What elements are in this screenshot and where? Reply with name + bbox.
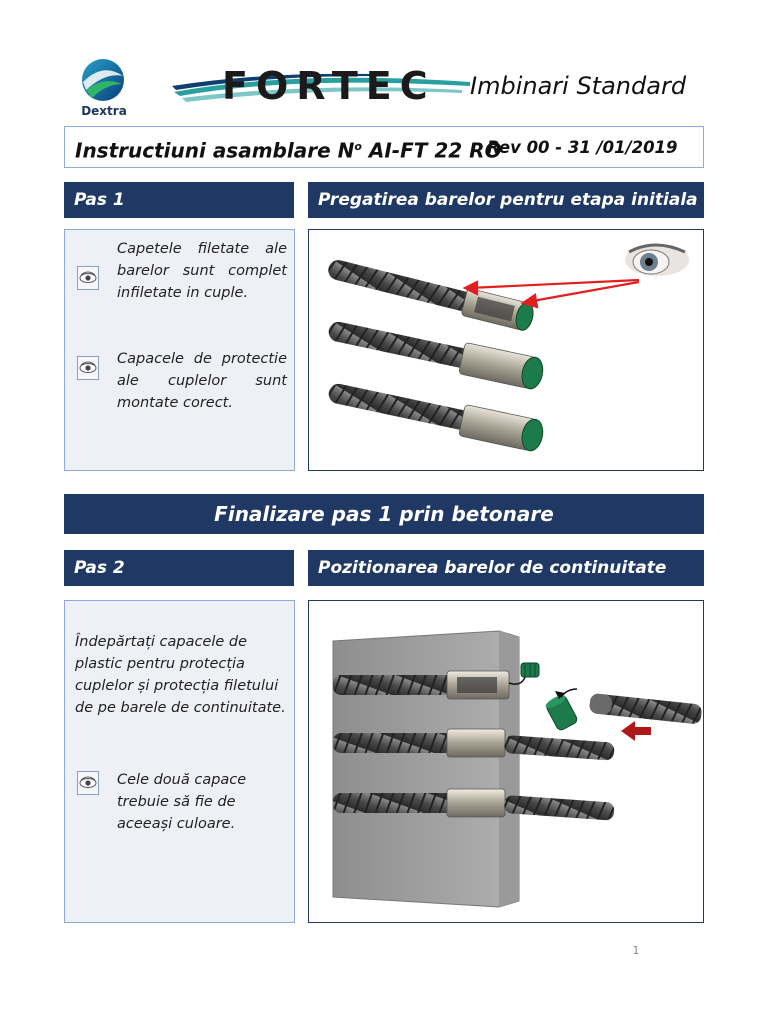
note-line: ale cuplelor sunt <box>117 373 287 389</box>
header-subtitle: Imbinari Standard <box>470 72 687 100</box>
note-line: Cele două capace <box>117 772 247 788</box>
step1-heading: Pregatirea barelor pentru etapa initiala <box>308 182 704 218</box>
note-line: trebuie să fie de <box>117 794 236 810</box>
step1-note-2 <box>117 348 287 414</box>
eye-icon <box>77 356 99 380</box>
finalize-banner: Finalizare pas 1 prin betonare <box>64 494 704 534</box>
revision-date: Rev 00 - 31 /01/2019 <box>487 138 678 157</box>
green-cap <box>544 693 578 732</box>
step2-heading: Pozitionarea barelor de continuitate <box>308 550 704 586</box>
step2-illustration <box>308 600 704 923</box>
embedded-bar-1 <box>333 671 509 699</box>
instruction-line: Îndepărtați capacele de <box>75 634 248 650</box>
logo-text: Dextra <box>81 104 127 118</box>
instruction-line: plastic pentru protecția <box>75 656 245 672</box>
dextra-logo <box>74 56 132 122</box>
step2-notes-panel <box>64 600 295 923</box>
note-line: infiletate in cuple. <box>117 285 249 301</box>
concrete-wall-illustration <box>309 601 702 921</box>
step2-note <box>117 769 287 835</box>
step1-illustration <box>308 229 704 471</box>
red-push-arrow <box>621 721 651 741</box>
instruction-line: cuplelor și protecția filetului <box>75 678 279 694</box>
page-number: 1 <box>632 944 640 957</box>
step2-label: Pas 2 <box>64 550 294 586</box>
eye-graphic <box>625 244 689 276</box>
brand-name: FORTEC <box>222 64 436 108</box>
note-line: Capetele filetate ale <box>117 241 287 257</box>
title-superscript: o <box>354 140 362 153</box>
document-title-box <box>64 126 704 168</box>
continuity-bar <box>589 693 702 725</box>
note-line: Capacele de protectie <box>117 351 287 367</box>
step1-notes-panel <box>64 229 295 471</box>
step1-label: Pas 1 <box>64 182 294 218</box>
instruction-line: de pe barele de continuitate. <box>75 700 286 716</box>
eye-icon <box>77 771 99 795</box>
green-plug <box>521 663 539 677</box>
rebar-1 <box>325 254 536 332</box>
note-line: aceeași culoare. <box>117 816 236 832</box>
document-title <box>75 133 502 165</box>
rebar-coupler-illustration <box>309 230 702 469</box>
step1-note-1 <box>117 238 287 304</box>
note-line: montate corect. <box>117 395 233 411</box>
rebar-3 <box>326 376 546 453</box>
title-main: Instructiuni asamblare N <box>75 138 355 163</box>
note-line: barelor sunt complet <box>117 263 287 279</box>
eye-icon <box>77 266 99 290</box>
title-code: AI-FT 22 RO <box>361 138 502 163</box>
step2-instruction <box>75 631 291 719</box>
